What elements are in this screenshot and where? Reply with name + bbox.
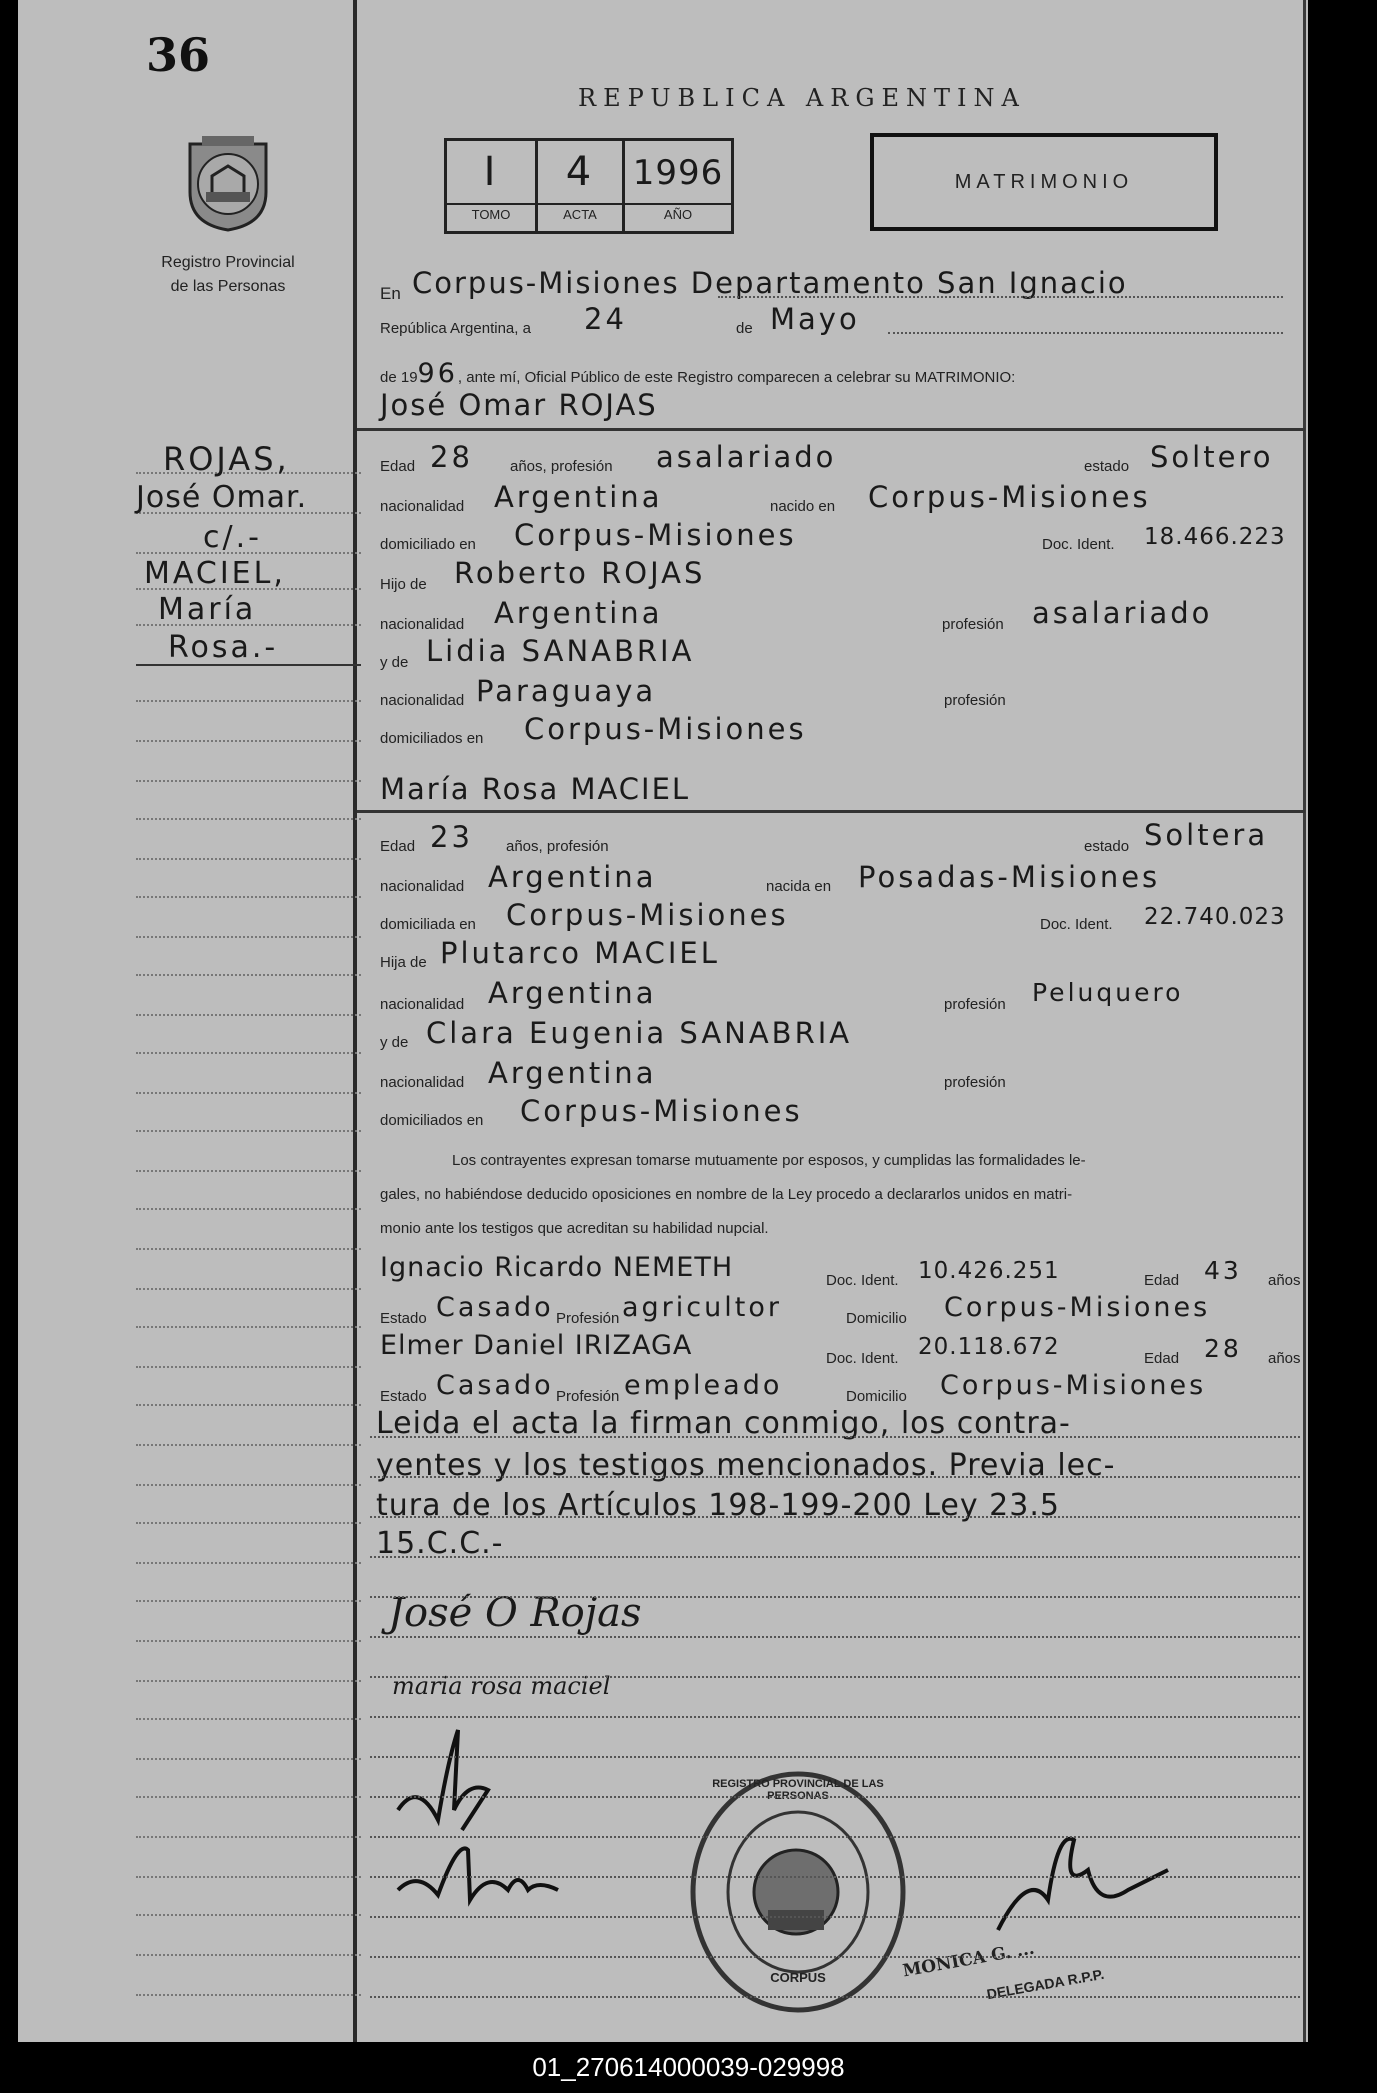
dotline	[888, 332, 1283, 334]
doms-label: domiciliados en	[380, 1112, 484, 1129]
doc-type: MATRIMONIO	[954, 170, 1134, 193]
dom-label: Domicilio	[846, 1388, 907, 1405]
de-label: de	[736, 320, 753, 337]
groom-mother-nac: Paraguaya	[476, 674, 657, 708]
bride-mother-nac: Argentina	[488, 1056, 657, 1090]
margin-line	[136, 740, 361, 742]
rep-label: República Argentina, a	[380, 320, 531, 337]
margin-line	[136, 1208, 361, 1210]
witness-2-age: 28	[1204, 1334, 1242, 1363]
groom-father-nac: Argentina	[494, 596, 663, 630]
groom-father: Roberto ROJAS	[454, 556, 706, 590]
prof-label: Profesión	[556, 1388, 620, 1405]
bride-mother: Clara Eugenia SANABRIA	[426, 1016, 853, 1050]
prof-label: profesión	[944, 1074, 1006, 1091]
groom-parents-dom: Corpus-Misiones	[524, 712, 807, 746]
bride-born: Posadas-Misiones	[858, 860, 1161, 894]
anos-label: años	[1268, 1350, 1301, 1367]
province-seal	[180, 132, 276, 232]
bride-parents-dom: Corpus-Misiones	[520, 1094, 803, 1128]
page-number: 36	[146, 28, 211, 82]
witness-1-domicile: Corpus-Misiones	[944, 1292, 1211, 1323]
nac-label: nacionalidad	[380, 996, 465, 1013]
officer-role: DELEGADA R.P.P.	[985, 1965, 1106, 2003]
margin-line	[136, 936, 361, 938]
anos-label: años, profesión	[506, 838, 609, 855]
witness-1-age: 43	[1204, 1256, 1242, 1285]
hija-label: Hija de	[380, 954, 427, 971]
nacida-label: nacida en	[766, 878, 832, 895]
body-line	[370, 1436, 1300, 1438]
body-line	[370, 1916, 1300, 1918]
margin-line	[136, 1522, 361, 1524]
witness-2-name: Elmer Daniel IRIZAGA	[380, 1330, 693, 1361]
margin-line	[136, 1758, 361, 1760]
margin-line	[136, 1444, 361, 1446]
margin-line	[136, 1876, 361, 1878]
margin-line	[136, 1718, 361, 1720]
hijo-label: Hijo de	[380, 576, 427, 593]
tomo-value: I	[483, 149, 499, 195]
day: 24	[584, 302, 627, 336]
groom-mother: Lidia SANABRIA	[426, 634, 695, 668]
margin-name-1: ROJAS,	[163, 440, 290, 478]
margin-line	[136, 1600, 361, 1602]
bride-name: María Rosa MACIEL	[380, 772, 691, 806]
groom-signature: José O Rojas	[388, 1590, 642, 1636]
margin-line	[136, 1052, 361, 1054]
doms-label: domiciliados en	[380, 730, 484, 747]
month: Mayo	[770, 302, 860, 336]
body-line	[370, 1556, 1300, 1558]
tomo-label: TOMO	[471, 207, 511, 222]
bride-father-nac: Argentina	[488, 976, 657, 1010]
edad-label: Edad	[380, 458, 416, 475]
margin-line	[136, 858, 361, 860]
body-line	[370, 1796, 1300, 1798]
estado-label: estado	[1084, 838, 1130, 855]
margin-name-4: MACIEL,	[144, 556, 286, 591]
body-line	[370, 1596, 1300, 1598]
official-stamp	[688, 1770, 908, 2015]
acta-label: ACTA	[563, 207, 597, 222]
margin-name-5: María	[158, 592, 257, 627]
margin-line	[136, 700, 361, 702]
nac-label: nacionalidad	[380, 878, 465, 895]
registry-label-1: Registro Provincial	[161, 254, 295, 271]
declaration-line-3: monio ante los testigos que acreditan su habilidad nupcial.	[380, 1220, 769, 1237]
margin-line	[136, 896, 361, 898]
body-line	[370, 1836, 1300, 1838]
place: Corpus-Misiones Departamento San Ignacio	[412, 266, 1128, 300]
margin-line	[136, 1326, 361, 1328]
nacido-label: nacido en	[770, 498, 836, 515]
groom-doc: 18.466.223	[1144, 524, 1286, 550]
doc-type-box	[870, 133, 1218, 231]
witness-1-profession: agricultor	[622, 1292, 782, 1323]
stamp-office: CORPUS	[770, 1970, 826, 1985]
margin-line	[136, 1994, 361, 1996]
witness-1-name: Ignacio Ricardo NEMETH	[380, 1252, 734, 1283]
margin-name-2: José Omar.	[136, 480, 308, 515]
margin-line	[136, 1562, 361, 1564]
groom-born: Corpus-Misiones	[868, 480, 1151, 514]
estado-label: estado	[1084, 458, 1130, 475]
register-sheet	[18, 0, 1308, 2042]
body-line	[370, 1636, 1300, 1638]
dom-label: domiciliada en	[380, 916, 476, 933]
estado-label: Estado	[380, 1310, 427, 1327]
yde-label: y de	[380, 1034, 409, 1051]
margin-line	[136, 1640, 361, 1642]
margin-line	[136, 1914, 361, 1916]
ano-value: 1996	[632, 153, 724, 193]
closing-line-3: tura de los Artículos 198-199-200 Ley 23.5	[376, 1488, 1060, 1523]
country-title: REPUBLICA ARGENTINA	[578, 84, 1026, 112]
year-prefix: de 19	[380, 369, 418, 386]
registry-label-2: de las Personas	[170, 278, 286, 295]
ano-label: AÑO	[663, 207, 693, 222]
witness-2-doc: 20.118.672	[918, 1334, 1060, 1360]
bride-signature: maria rosa maciel	[392, 1672, 611, 1700]
margin-line	[136, 780, 361, 782]
groom-age: 28	[430, 440, 473, 474]
body-line	[370, 1716, 1300, 1718]
margin-line	[136, 1404, 361, 1406]
body-line	[370, 1996, 1300, 1998]
stamp-ring-text: REGISTRO PROVINCIAL DE LAS PERSONAS	[712, 1778, 884, 1802]
prof-label: profesión	[944, 996, 1006, 1013]
body-line	[370, 1516, 1300, 1518]
groom-domicile: Corpus-Misiones	[514, 518, 797, 552]
year-text: , ante mí, Oficial Público de este Registro comparecen a celebrar su MATRIMONIO:	[457, 369, 1016, 386]
groom-name: José Omar ROJAS	[380, 388, 658, 422]
anos-label: años, profesión	[510, 458, 613, 475]
margin-line	[136, 1170, 361, 1172]
margin-line	[136, 1836, 361, 1838]
footer-id: 01_270614000039-029998	[532, 2052, 845, 2082]
record-box	[444, 138, 734, 234]
dotline	[718, 296, 1283, 298]
bride-nationality: Argentina	[488, 860, 657, 894]
body-line	[370, 1876, 1300, 1878]
body-line	[370, 1956, 1300, 1958]
groom-profession: asalariado	[656, 440, 837, 474]
scanner-footer	[0, 2042, 1377, 2093]
witness-2-domicile: Corpus-Misiones	[940, 1370, 1207, 1401]
margin-line	[136, 1092, 361, 1094]
margin-line	[136, 1288, 361, 1290]
officer-signature	[978, 1810, 1178, 1950]
body-line	[370, 1676, 1300, 1678]
closing-line-4: 15.C.C.-	[376, 1526, 504, 1561]
margin-line	[136, 1484, 361, 1486]
edad-label: Edad	[380, 838, 416, 855]
en-label: En	[380, 284, 401, 303]
nac-label: nacionalidad	[380, 616, 465, 633]
section-divider	[357, 428, 1305, 431]
groom-nationality: Argentina	[494, 480, 663, 514]
prof-label: Profesión	[556, 1310, 620, 1327]
closing-line-2: yentes y los testigos mencionados. Previa lec-	[376, 1448, 1116, 1483]
prof-label: profesión	[944, 692, 1006, 709]
doc-label: Doc. Ident.	[1042, 536, 1115, 553]
prof-label: profesión	[942, 616, 1004, 633]
bride-doc: 22.740.023	[1144, 904, 1286, 930]
margin-line	[136, 1366, 361, 1368]
body-line	[370, 1756, 1300, 1758]
dom-label: domiciliado en	[380, 536, 476, 553]
declaration-line-1: Los contrayentes expresan tomarse mutuamente por esposos, y cumplidas las formalidades le-	[452, 1152, 1086, 1169]
nac-label: nacionalidad	[380, 1074, 465, 1091]
witness-2-profession: empleado	[624, 1370, 783, 1401]
year-line	[380, 358, 1015, 389]
bride-age: 23	[430, 820, 473, 854]
estado-label: Estado	[380, 1388, 427, 1405]
bride-father: Plutarco MACIEL	[440, 936, 720, 970]
doc-label: Doc. Ident.	[826, 1350, 899, 1367]
edad-label: Edad	[1144, 1350, 1180, 1367]
section-divider	[357, 810, 1305, 813]
margin-line	[136, 974, 361, 976]
yde-label: y de	[380, 654, 409, 671]
body-line	[370, 1476, 1300, 1478]
doc-label: Doc. Ident.	[1040, 916, 1113, 933]
declaration-line-2: gales, no habiéndose deducido oposiciones en nombre de la Ley procedo a declararlos unidos en matri-	[380, 1186, 1073, 1203]
margin-line	[136, 1130, 361, 1132]
bride-estado: Soltera	[1144, 818, 1269, 852]
year-suffix: 96	[417, 358, 458, 389]
groom-estado: Soltero	[1150, 440, 1274, 474]
closing-line-1: Leida el acta la firman conmigo, los contra-	[376, 1406, 1071, 1441]
anos-label: años	[1268, 1272, 1301, 1289]
nac-label: nacionalidad	[380, 692, 465, 709]
witness-1-doc: 10.426.251	[918, 1258, 1060, 1284]
margin-line	[136, 818, 361, 820]
witness-2-estado: Casado	[436, 1370, 554, 1401]
margin-rule	[353, 0, 357, 2042]
margin-line	[136, 1796, 361, 1798]
groom-father-prof: asalariado	[1032, 596, 1213, 630]
bride-domicile: Corpus-Misiones	[506, 898, 789, 932]
margin-line	[136, 1248, 361, 1250]
right-border	[1303, 0, 1306, 2042]
bride-father-prof: Peluquero	[1032, 978, 1184, 1007]
nac-label: nacionalidad	[380, 498, 465, 515]
doc-label: Doc. Ident.	[826, 1272, 899, 1289]
margin-line	[136, 1014, 361, 1016]
witness-signatures	[378, 1720, 608, 1910]
margin-line	[136, 1680, 361, 1682]
edad-label: Edad	[1144, 1272, 1180, 1289]
margin-name-6: Rosa.-	[168, 630, 279, 665]
margin-line	[136, 1954, 361, 1956]
acta-value: 4	[565, 149, 595, 195]
dom-label: Domicilio	[846, 1310, 907, 1327]
witness-1-estado: Casado	[436, 1292, 554, 1323]
officer-name: MONICA G. ...	[901, 1938, 1036, 1982]
margin-name-3: c/.-	[203, 520, 262, 555]
